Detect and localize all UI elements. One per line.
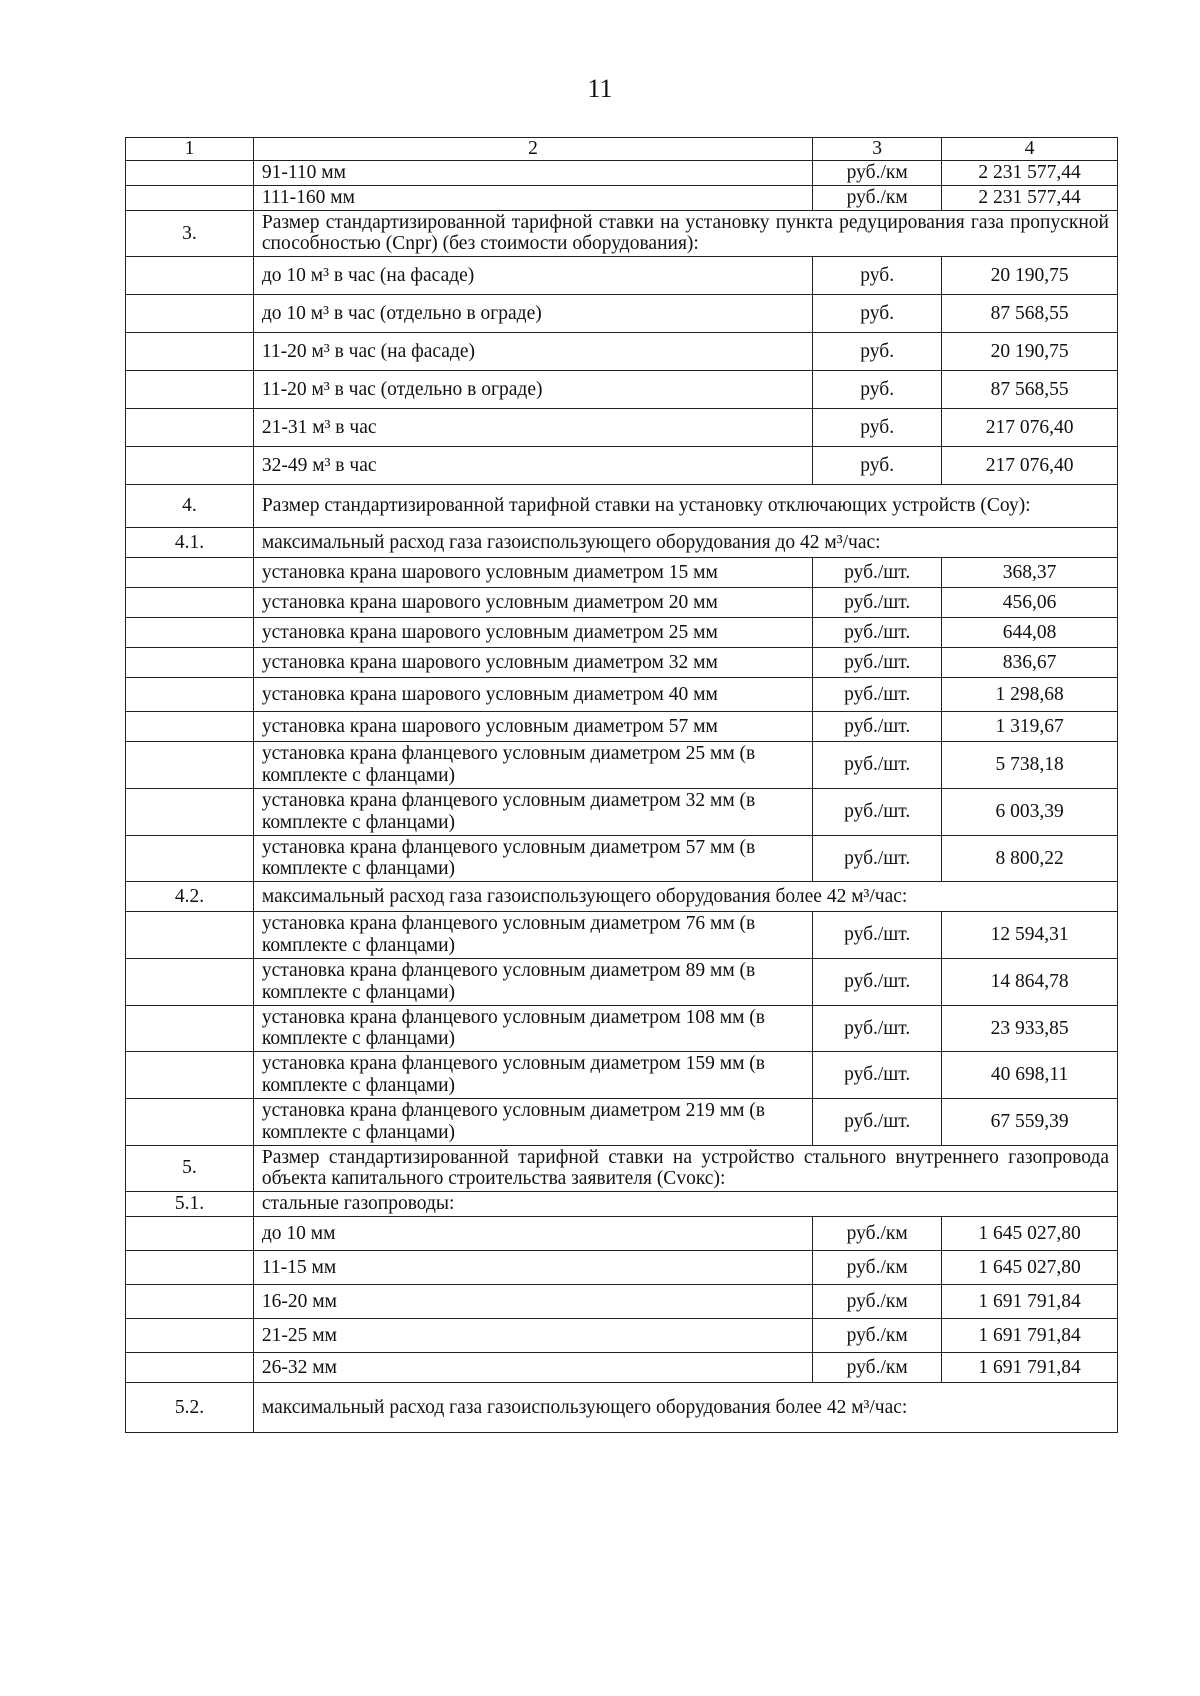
section-title: максимальный расход газа газоиспользующего оборудования более 42 м³/час: [253,1383,1117,1433]
row-number [126,185,254,210]
row-description: до 10 мм [253,1217,812,1251]
row-description: установка крана фланцевого условным диаметром 57 мм (в комплекте с фланцами) [253,835,812,882]
row-value: 20 190,75 [942,257,1118,295]
row-number [126,648,254,678]
row-unit: руб. [813,295,942,333]
row-number: 4. [126,485,254,528]
row-value: 1 691 791,84 [942,1285,1118,1319]
section-title: максимальный расход газа газоиспользующего оборудования более 42 м³/час: [253,882,1117,912]
row-value: 40 698,11 [942,1052,1118,1099]
row-description: 21-31 м³ в час [253,409,812,447]
table-row [126,371,1118,409]
section-row [126,485,1118,528]
column-header: 2 [253,138,812,161]
row-unit: руб./км [813,185,942,210]
row-number [126,618,254,648]
section-row [126,1192,1118,1217]
table-row [126,1319,1118,1353]
row-description: установка крана фланцевого условным диаметром 219 мм (в комплекте с фланцами) [253,1098,812,1145]
row-number [126,447,254,485]
row-description: установка крана фланцевого условным диаметром 159 мм (в комплекте с фланцами) [253,1052,812,1099]
section-title: Размер стандартизированной тарифной ставки на установку пункта редуцирования газа пропускной способностью (Сnpr) (без стоимости оборудования): [253,210,1117,257]
row-number: 5. [126,1145,254,1192]
table-row [126,678,1118,712]
row-value: 217 076,40 [942,409,1118,447]
row-description: установка крана фланцевого условным диаметром 76 мм (в комплекте с фланцами) [253,912,812,959]
table-row [126,333,1118,371]
row-value: 1 645 027,80 [942,1251,1118,1285]
table-row [126,558,1118,588]
row-description: до 10 м³ в час (отдельно в ограде) [253,295,812,333]
row-description: 26-32 мм [253,1353,812,1383]
table-row [126,447,1118,485]
row-number: 5.2. [126,1383,254,1433]
row-value: 5 738,18 [942,742,1118,789]
row-number [126,1098,254,1145]
table-row [126,257,1118,295]
section-title: Размер стандартизированной тарифной ставки на устройство стального внутреннего газопровода объекта капитального строительства заявителя (Сvокс): [253,1145,1117,1192]
row-number [126,588,254,618]
page-number: 11 [587,74,613,103]
row-description: установка крана шарового условным диаметром 40 мм [253,678,812,712]
table-row [126,588,1118,618]
row-unit: руб./шт. [813,558,942,588]
row-value: 1 319,67 [942,712,1118,742]
table-row [126,618,1118,648]
row-description: 11-20 м³ в час (отдельно в ограде) [253,371,812,409]
row-number [126,161,254,186]
section-row [126,1383,1118,1433]
row-number: 3. [126,210,254,257]
row-number [126,788,254,835]
column-header: 4 [942,138,1118,161]
section-title: максимальный расход газа газоиспользующего оборудования до 42 м³/час: [253,528,1117,558]
row-number [126,257,254,295]
row-number: 4.1. [126,528,254,558]
row-number [126,835,254,882]
row-value: 2 231 577,44 [942,185,1118,210]
row-description: установка крана шарового условным диаметром 20 мм [253,588,812,618]
row-description: установка крана фланцевого условным диаметром 32 мм (в комплекте с фланцами) [253,788,812,835]
section-row [126,1145,1118,1192]
row-value: 23 933,85 [942,1005,1118,1052]
row-description: установка крана фланцевого условным диаметром 25 мм (в комплекте с фланцами) [253,742,812,789]
table-row [126,1353,1118,1383]
table-row [126,1005,1118,1052]
table-row [126,712,1118,742]
table-body [126,161,1118,1433]
row-description: до 10 м³ в час (на фасаде) [253,257,812,295]
row-number [126,371,254,409]
row-number [126,1217,254,1251]
row-unit: руб./шт. [813,788,942,835]
row-unit: руб./шт. [813,618,942,648]
row-number [126,1052,254,1099]
row-number [126,678,254,712]
table-row [126,295,1118,333]
row-number [126,333,254,371]
row-unit: руб. [813,447,942,485]
row-unit: руб./км [813,1251,942,1285]
row-unit: руб./км [813,1217,942,1251]
row-value: 6 003,39 [942,788,1118,835]
row-value: 87 568,55 [942,295,1118,333]
row-value: 67 559,39 [942,1098,1118,1145]
table-row [126,1285,1118,1319]
tariff-table [125,137,1118,1433]
row-number [126,958,254,1005]
row-value: 456,06 [942,588,1118,618]
row-description: 11-15 мм [253,1251,812,1285]
row-value: 644,08 [942,618,1118,648]
row-unit: руб./км [813,1285,942,1319]
row-unit: руб. [813,409,942,447]
row-value: 14 864,78 [942,958,1118,1005]
row-value: 1 645 027,80 [942,1217,1118,1251]
row-unit: руб./шт. [813,835,942,882]
row-number: 4.2. [126,882,254,912]
row-number [126,1353,254,1383]
row-unit: руб./шт. [813,1098,942,1145]
row-number [126,295,254,333]
row-description: 91-110 мм [253,161,812,186]
row-description: установка крана фланцевого условным диаметром 108 мм (в комплекте с фланцами) [253,1005,812,1052]
table-row [126,1217,1118,1251]
row-number [126,1251,254,1285]
row-description: 11-20 м³ в час (на фасаде) [253,333,812,371]
row-unit: руб./км [813,161,942,186]
row-unit: руб./шт. [813,742,942,789]
row-description: установка крана шарового условным диаметром 32 мм [253,648,812,678]
row-unit: руб./шт. [813,678,942,712]
row-unit: руб./км [813,1319,942,1353]
column-header: 1 [126,138,254,161]
section-row [126,882,1118,912]
row-value: 1 298,68 [942,678,1118,712]
row-number [126,1005,254,1052]
row-number [126,742,254,789]
row-unit: руб./шт. [813,912,942,959]
row-number [126,558,254,588]
row-value: 836,67 [942,648,1118,678]
row-value: 8 800,22 [942,835,1118,882]
row-value: 87 568,55 [942,371,1118,409]
table-row [126,958,1118,1005]
table-row [126,1251,1118,1285]
row-description: 111-160 мм [253,185,812,210]
row-unit: руб./км [813,1353,942,1383]
row-unit: руб./шт. [813,712,942,742]
table-row [126,742,1118,789]
row-value: 1 691 791,84 [942,1353,1118,1383]
row-number [126,409,254,447]
row-description: установка крана фланцевого условным диаметром 89 мм (в комплекте с фланцами) [253,958,812,1005]
section-row [126,528,1118,558]
table-row [126,912,1118,959]
row-number [126,1285,254,1319]
row-description: 16-20 мм [253,1285,812,1319]
row-value: 2 231 577,44 [942,161,1118,186]
row-value: 12 594,31 [942,912,1118,959]
row-value: 368,37 [942,558,1118,588]
row-description: 21-25 мм [253,1319,812,1353]
table-row [126,648,1118,678]
table-row [126,161,1118,186]
table-row [126,835,1118,882]
section-row [126,210,1118,257]
row-description: установка крана шарового условным диаметром 25 мм [253,618,812,648]
row-unit: руб. [813,257,942,295]
table-header-row [126,138,1118,161]
row-number [126,712,254,742]
row-unit: руб./шт. [813,648,942,678]
table-row [126,1098,1118,1145]
row-number: 5.1. [126,1192,254,1217]
row-number [126,912,254,959]
row-unit: руб./шт. [813,588,942,618]
table-row [126,409,1118,447]
table-row [126,788,1118,835]
row-unit: руб./шт. [813,1052,942,1099]
row-number [126,1319,254,1353]
table-row [126,1052,1118,1099]
section-title: стальные газопроводы: [253,1192,1117,1217]
row-unit: руб. [813,333,942,371]
row-unit: руб./шт. [813,1005,942,1052]
row-value: 1 691 791,84 [942,1319,1118,1353]
row-description: установка крана шарового условным диаметром 15 мм [253,558,812,588]
row-description: 32-49 м³ в час [253,447,812,485]
row-unit: руб. [813,371,942,409]
column-header: 3 [813,138,942,161]
row-description: установка крана шарового условным диаметром 57 мм [253,712,812,742]
section-title: Размер стандартизированной тарифной ставки на установку отключающих устройств (Соу): [253,485,1117,528]
row-value: 20 190,75 [942,333,1118,371]
table-row [126,185,1118,210]
row-unit: руб./шт. [813,958,942,1005]
row-value: 217 076,40 [942,447,1118,485]
